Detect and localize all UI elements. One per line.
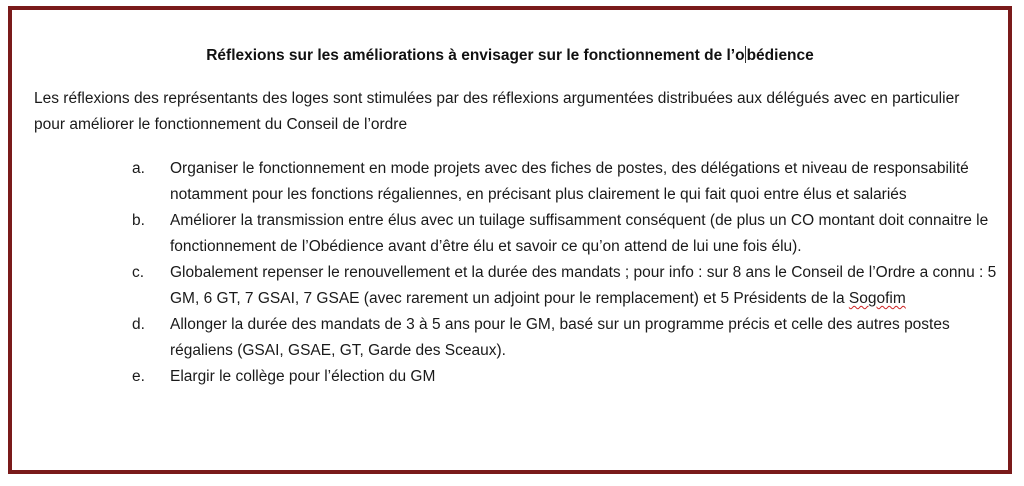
list-item-text-main: Globalement repenser le renouvellement et la durée des mandats ; pour info : sur 8 ans le Conseil de l’Ordre a connu : 5 GM, 6 GT, 7 GSAI, 7 GSAE (avec rarement un adjoint pour le remplacement) et 5 Présidents de la xyxy=(170,264,997,307)
list-marker: a. xyxy=(132,160,145,177)
list-marker: d. xyxy=(132,316,145,333)
spellcheck-flagged-word[interactable]: Sogofim xyxy=(848,290,906,307)
list-item[interactable] xyxy=(132,312,1002,364)
list-item[interactable] xyxy=(132,208,1002,260)
recommendation-list xyxy=(132,156,1002,390)
list-item-text: Améliorer la transmission entre élus avec un tuilage suffisamment conséquent (de plus un CO montant doit connaitre le fonctionnement de l’Obédience avant d’être élu et savoir ce qu’on attend de lui une fois élu). xyxy=(170,212,989,255)
list-marker: c. xyxy=(132,264,145,281)
document-frame xyxy=(8,6,1012,474)
list-item-text: Allonger la durée des mandats de 3 à 5 ans pour le GM, basé sur un programme précis et celle des autres postes régaliens (GSAI, GSAE, GT, Garde des Sceaux). xyxy=(170,316,950,359)
list-item-text: Elargir le collège pour l’élection du GM xyxy=(170,368,436,385)
document-title[interactable] xyxy=(12,46,1008,65)
list-item-text: Organiser le fonctionnement en mode projets avec des fiches de postes, des délégations et niveau de responsabilité notamment pour les fonctions régaliennes, en précisant plus clairement le qui fait quoi entre élus et salariés xyxy=(170,160,969,203)
list-marker: e. xyxy=(132,368,145,385)
list-item[interactable] xyxy=(132,156,1002,208)
list-item-text xyxy=(170,260,1002,312)
title-text-part-2: bédience xyxy=(746,47,814,64)
title-text-part-1: Réflexions sur les améliorations à envisager sur le fonctionnement de l’o xyxy=(206,47,745,64)
list-marker: b. xyxy=(132,212,145,229)
intro-paragraph[interactable]: Les réflexions des représentants des loges sont stimulées par des réflexions argumentées distribuées aux délégués avec en particulier pour améliorer le fonctionnement du Conseil de l’ordre xyxy=(34,90,960,133)
list-item[interactable] xyxy=(132,260,1002,312)
list-item[interactable] xyxy=(132,364,1002,390)
